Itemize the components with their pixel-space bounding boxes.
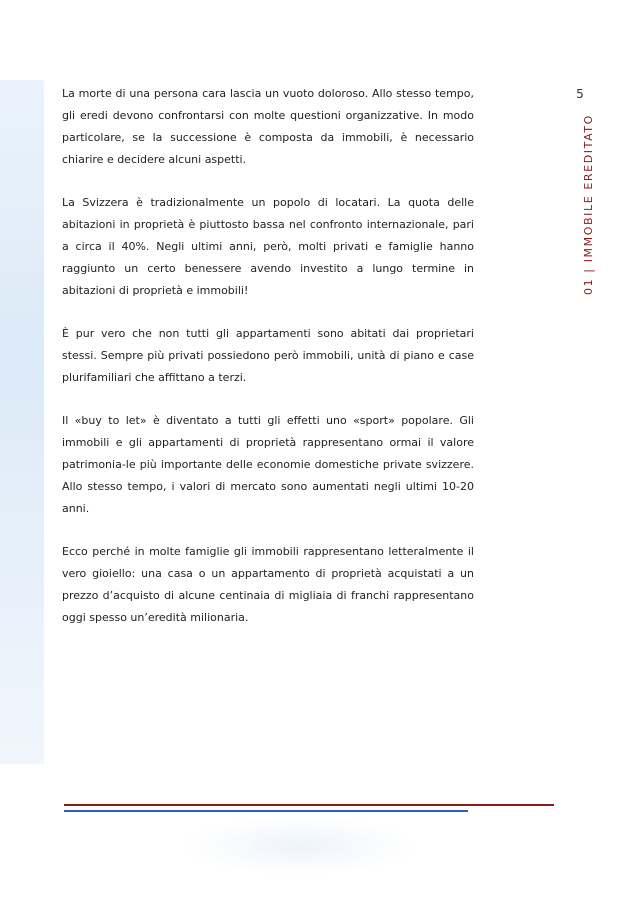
paragraph-1: La morte di una persona cara lascia un vuoto doloroso. Allo stesso tempo, gli eredi devono confrontarsi con molte questioni organizzative. In modo particolare, se la successione è composta da immobili, è necessario chiarire e decidere alcuni aspetti. [62,87,474,166]
footer-rule-red [64,804,554,806]
paragraph-5: Ecco perché in molte famiglie gli immobili rappresentano letteralmente il vero gioiello: una casa o un appartamento di proprietà acquistati a un prezzo d’acquisto di alcune centinaia di migliaia di franchi rappresentano oggi spesso un’eredità milionaria. [62,545,474,624]
footer-rule-blue [64,810,468,812]
body-text [62,83,474,650]
paragraph-4: Il «buy to let» è diventato a tutti gli effetti uno «sport» popolare. Gli immobili e gli appartamenti di proprietà rappresentano ormai il valore patrimonia-le più importante delle economie domestiche private svizzere. Allo stesso tempo, i valori di mercato sono aumentati negli ultimi 10-20 anni. [62,414,474,515]
paragraph-2: La Svizzera è tradizionalmente un popolo di locatari. La quota delle abitazioni in proprietà è piuttosto bassa nel confronto internazionale, pari a circa il 40%. Negli ultimi anni, però, molti privati e famiglie hanno raggiunto un certo benessere avendo investito a lungo termine in abitazioni di proprietà e immobili! [62,196,474,297]
section-label: 01 | IMMOBILE EREDITATO [582,114,595,295]
paragraph-3: È pur vero che non tutti gli appartamenti sono abitati dai proprietari stessi. Sempre più privati possiedono però immobili, unità di piano e case plurifamiliari che affittano a terzi. [62,327,474,384]
footer-decoration [180,816,420,876]
side-decorative-band [0,80,44,764]
page-number: 5 [576,87,584,101]
